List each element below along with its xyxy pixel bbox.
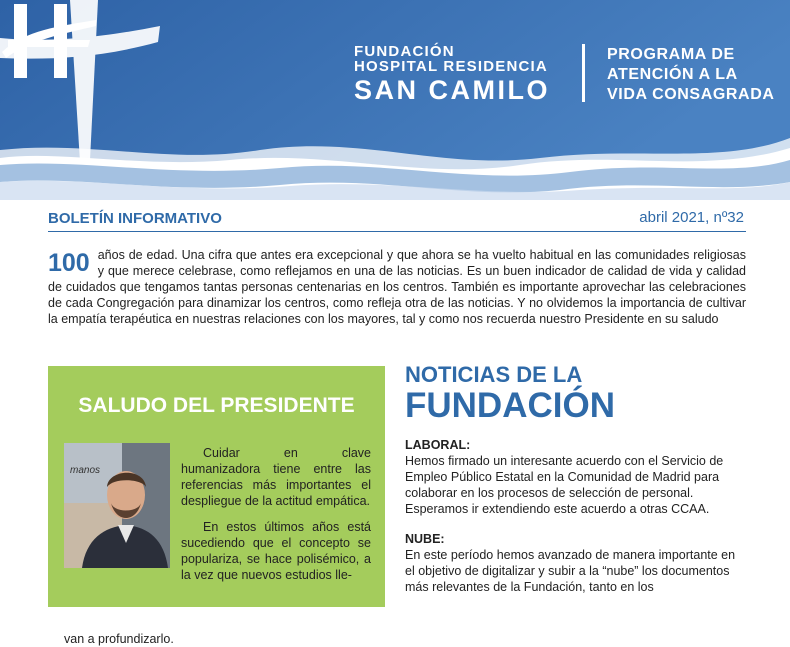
news-heading: [405, 363, 615, 425]
h-logo-icon: [0, 0, 100, 82]
president-heading: SALUDO DEL PRESIDENTE: [78, 394, 355, 417]
president-greeting-box: [48, 366, 385, 646]
news-item-label: LABORAL:: [405, 438, 471, 452]
program-line2: ATENCIÓN A LA: [607, 66, 738, 83]
foundation-line1: FUNDACIÓN: [354, 43, 455, 60]
foundation-line2: HOSPITAL RESIDENCIA: [354, 58, 548, 75]
intro-paragraph: [48, 247, 746, 327]
intro-number: 100: [48, 249, 90, 277]
bulletin-title: BOLETÍN INFORMATIVO: [48, 210, 222, 227]
news-list: [405, 437, 745, 609]
program-name: [607, 45, 775, 105]
news-item-text: Hemos firmado un interesante acuerdo con el Servicio de Empleo Público Estatal en la Comunidad de Madrid para colaborar en los procesos de selección de personal. Esperamos ir extendiendo este acuerdo a otras CCAA.: [405, 454, 724, 516]
news-item-nube: [405, 531, 745, 595]
president-photo: [64, 443, 170, 568]
news-item-label: NUBE:: [405, 532, 445, 546]
president-paragraph2: En estos últimos años está sucediendo que el concepto se populariza, se hace polisémico, a la vez que nuevos estudios lle-: [181, 520, 371, 582]
header-banner: [0, 0, 790, 200]
program-line3: VIDA CONSAGRADA: [607, 86, 775, 103]
program-line1: PROGRAMA DE: [607, 46, 735, 63]
foundation-line3: SAN CAMILO: [354, 75, 550, 105]
bulletin-date: abril 2021, nº32: [639, 209, 744, 226]
intro-text: años de edad. Una cifra que antes era excepcional y que ahora se ha vuelto habitual en las comunidades religiosas y que merece celebrase, como reflejamos en una de las noticias. Es un buen indicador de calidad de vida y calidad de cuidados que tengamos tantas personas centenarias en los centros. También es importante aprovechar las celebraciones de cada Congregación para dinamizar los centros, como refleja otra de las noticias. Y no olvidemos la importancia de cultivar la empatía terapéutica en nuestras relaciones con los mayores, tal y como nos recuerda nuestro Presidente en su saludo: [48, 248, 746, 326]
news-item-laboral: [405, 437, 745, 517]
photo-sign-text: manos: [70, 465, 101, 476]
foundation-name: [354, 44, 550, 105]
title-rule: [48, 231, 746, 232]
news-heading-line1: NOTICIAS DE LA: [405, 362, 583, 387]
news-heading-line2: FUNDACIÓN: [405, 386, 615, 425]
news-item-text: En este período hemos avanzado de manera importante en el objetivo de digitalizar y subir a la “nube” los documentos más relevantes de la Fundación, tanto en los: [405, 548, 736, 594]
president-paragraph2-end: van a profundizarlo.: [64, 632, 174, 646]
president-paragraph1: Cuidar en clave humanizadora tiene entre las referencias más importantes el despliegue de la actitud empática.: [181, 446, 371, 508]
header-divider: [582, 44, 585, 102]
